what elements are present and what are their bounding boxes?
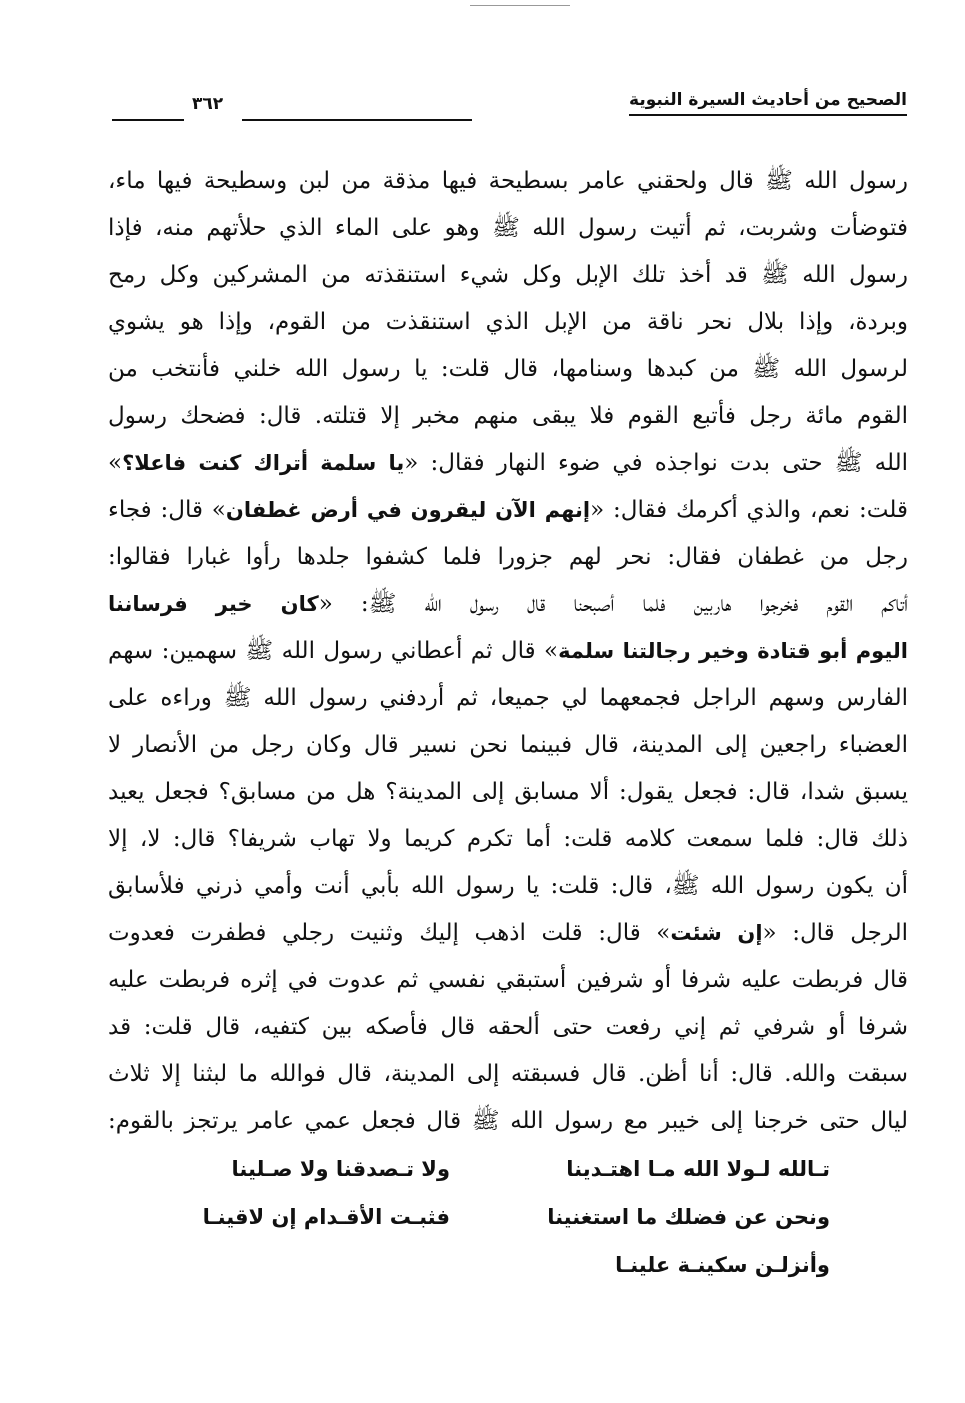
text-line [108,1051,908,1098]
verse [150,1145,830,1193]
text-segment: أتاكم القوم فخرجوا هاربين فلما أصبحنا قال رسول الله ﷺ: « [318,591,908,617]
text-segment: » قال: قلت اذهب إليك وثنيت رجلي فطفرت فعدوت [108,920,671,946]
hadith-quote: إنهم الآن ليقرون في أرض غطفان [225,498,591,522]
text-line [108,487,908,534]
text-line [108,440,908,487]
text-segment: سبقت والله. قال: أنا أظن. قال فسبقته إلى المدينة، قال فوالله ما لبثنا إلا ثلاث [108,1061,908,1087]
hadith-quote: اليوم أبو قتادة وخير رجالتنا سلمة [558,639,908,663]
page-number: ٣٦٢ [192,94,224,114]
text-line [108,769,908,816]
text-segment: يسبق شدا، قال: فجعل يقول: ألا مسابق إلى المدينة؟ هل من مسابق؟ فجعل يعيد [108,779,908,805]
text-segment: لرسول الله ﷺ من كبدها وسنامها، قال قلت: يا رسول الله خلني فأنتخب من [108,356,908,382]
header-rule [242,119,472,121]
hemistich-left: ولا تـصدقنا ولا صـلينا [231,1157,450,1181]
running-title: الصحيح من أحاديث السيرة النبوية [629,90,907,116]
text-line [108,863,908,910]
text-segment: الرجل قال: « [762,920,908,946]
text-line [108,675,908,722]
text-line [108,393,908,440]
hadith-quote: يا سلمة أتراك كنت فاعلا؟ [122,451,405,475]
text-line [108,299,908,346]
text-segment: قلت: نعم، والذي أكرمك فقال: « [590,497,908,523]
hemistich-left: فثبـت الأقـدام إن لاقينـا [202,1205,450,1229]
poem-verses [150,1145,830,1289]
text-segment: الفارس وسهم الراجل فجمعهما لي جميعا، ثم أردفني رسول الله ﷺ وراءه على [108,685,908,711]
page-header [112,88,907,124]
text-line [108,581,908,628]
hemistich-right: وأنزلـن سكينـة علينـا [615,1253,830,1277]
text-segment: وبردة، وإذا بلال نحر ناقة من الإبل الذي استنقذت من القوم، وإذا هو يشوي [108,309,908,335]
text-segment: أن يكون رسول الله ﷺ، قال: قلت: يا رسول الله بأبي أنت وأمي ذرني فلأسابق [108,873,908,899]
text-line [108,910,908,957]
text-segment: » [108,450,123,476]
verse [150,1193,830,1241]
hemistich-right: تـالله لـولا الله مـا اهتـدينا [566,1157,830,1181]
text-line [108,628,908,675]
header-rule [112,119,184,121]
text-segment: » قال: فجاء [108,497,226,523]
text-line [108,158,908,205]
text-line [108,957,908,1004]
text-segment: شرفا أو شرفي ثم إني رفعت حتى ألحقه قال فأصكه بين كتفيه، قال قلت: قد [108,1014,908,1040]
text-segment: الله ﷺ حتى بدت نواجذه في ضوء النهار فقال: « [404,450,908,476]
body-text [108,158,908,1145]
text-segment: قال فربطت عليه شرفا أو شرفين أستبقي نفسي ثم عدوت في إثره فربطت عليه [108,967,908,993]
text-segment: رجل من غطفان فقال: نحر لهم جزورا فلما كشفوا جلدها رأوا غبارا فقالوا: [108,544,908,570]
text-line [108,1004,908,1051]
text-segment: رسول الله ﷺ قال ولحقني عامر بسطيحة فيها مذقة من لبن وسطيحة فيها ماء، [108,168,908,194]
text-line [108,816,908,863]
text-line [108,346,908,393]
text-segment: رسول الله ﷺ قد أخذ تلك الإبل وكل شيء استنقذته من المشركين وكل رمح [108,262,908,288]
text-line [108,205,908,252]
text-segment: » قال ثم أعطاني رسول الله ﷺ سهمين: سهم [108,638,559,664]
top-scan-mark [470,5,570,6]
text-line [108,534,908,581]
text-segment: العضباء راجعين إلى المدينة، قال فبينما نحن نسير قال وكان رجل من الأنصار لا [108,732,908,758]
hemistich-right: ونحن عن فضلك ما استغنينا [547,1205,830,1229]
hadith-quote: كان خير فرساننا [108,592,319,616]
text-segment: القوم مائة رجل فأتبع القوم فلا يبقى منهم مخبر إلا قتلته. قال: فضحك رسول [108,403,908,429]
text-line [108,1098,908,1145]
text-segment: ليال حتى خرجنا إلى خيبر مع رسول الله ﷺ قال فجعل عمي عامر يرتجز بالقوم: [108,1108,908,1134]
text-line [108,252,908,299]
text-segment: فتوضأت وشربت، ثم أتيت رسول الله ﷺ وهو على الماء الذي حلأتهم منه، فإذا [108,215,908,241]
hadith-quote: إن شئت [670,921,763,945]
text-line [108,722,908,769]
text-segment: ذلك قال: فلما سمعت كلامه قلت: أما تكرم كريما ولا تهاب شريفا؟ قال: لا، إلا [108,826,908,852]
verse [150,1241,830,1289]
